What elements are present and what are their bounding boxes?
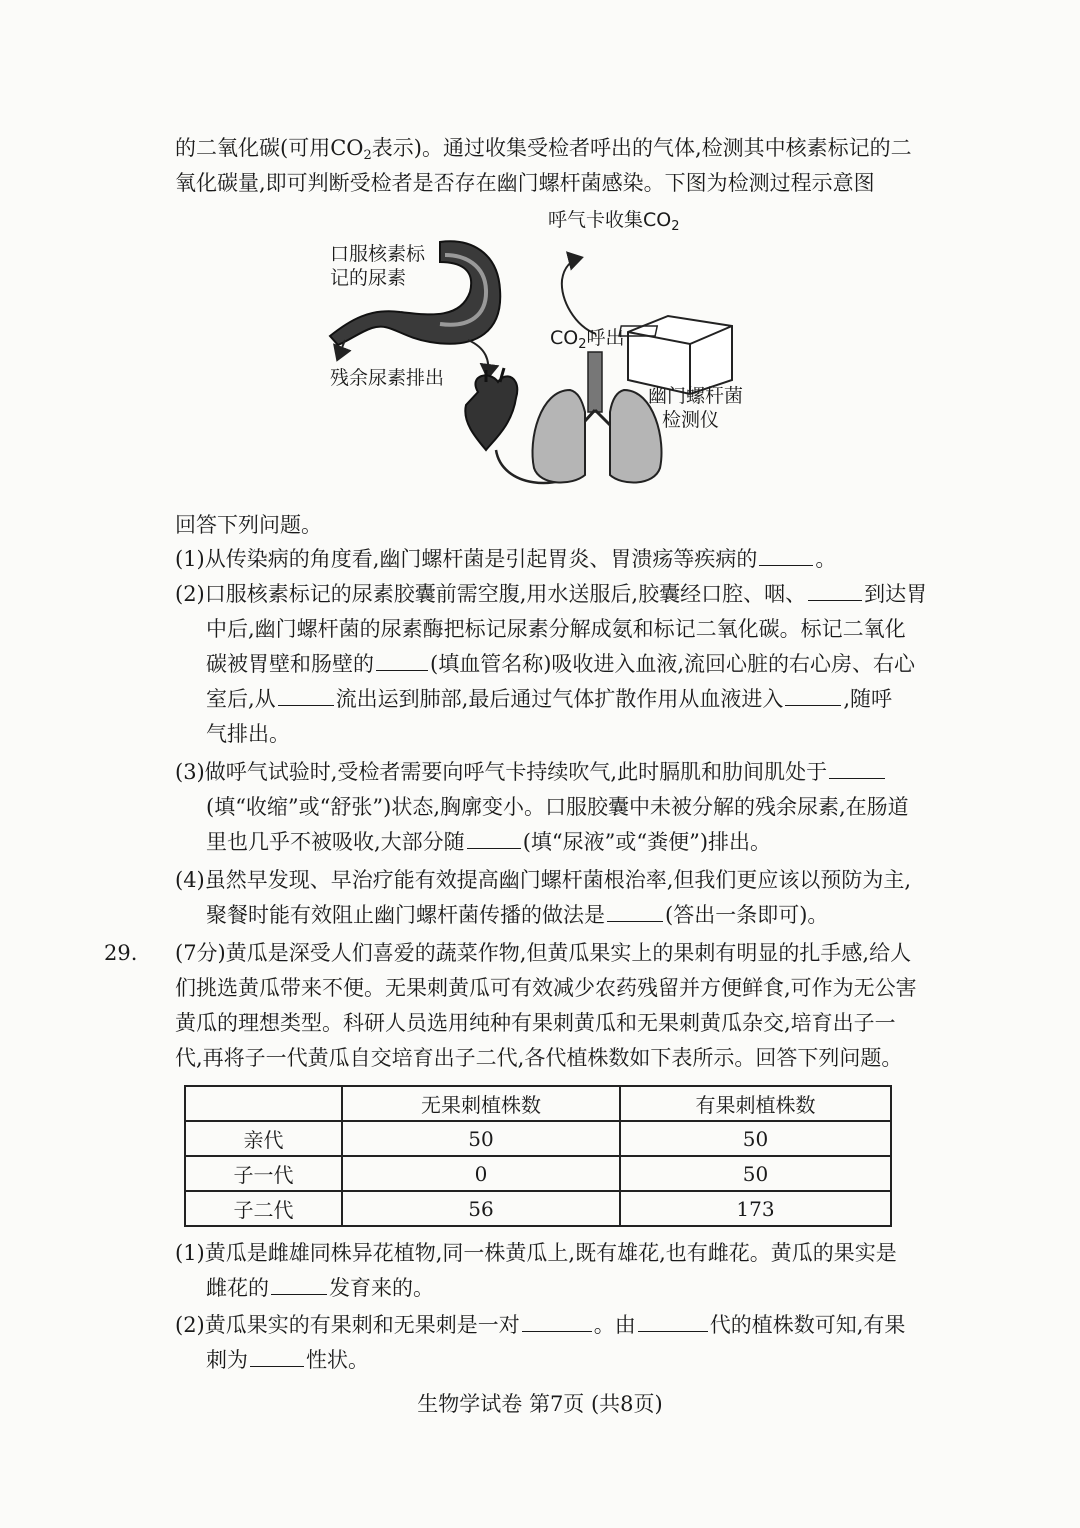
residue-label: 残余尿素排出 [330, 367, 445, 389]
q28-p2-line-4: 室后,从 流出运到肺部,最后通过气体扩散作用从血液进入 ,随呼 [206, 682, 976, 716]
table-header-row [185, 1086, 891, 1121]
detector-label-2: 检测仪 [662, 409, 720, 431]
q28-p3-line-3: 里也几乎不被吸收,大部分随 (填“尿液”或“粪便”)排出。 [206, 825, 976, 859]
q28-p2-line-5: 气排出。 [206, 722, 290, 746]
answer-blank[interactable] [467, 826, 521, 849]
q28-p3-line-2: (填“收缩”或“舒张”)状态,胸廓变小。口服胶囊中未被分解的残余尿素,在肠道 [206, 795, 909, 819]
answer-blank[interactable] [271, 1272, 327, 1295]
table-cell: 亲代 [185, 1121, 342, 1156]
exhale-label: $CO_2$呼出 [550, 327, 625, 352]
table-header-cell: 无果刺植株数 [342, 1086, 620, 1121]
q28-lead: 回答下列问题。 [175, 513, 322, 537]
answer-blank[interactable] [759, 543, 813, 566]
table-cell: 50 [620, 1156, 891, 1191]
plant-count-table [184, 1085, 892, 1227]
table-row [185, 1156, 891, 1191]
table-cell: 50 [620, 1121, 891, 1156]
q28-p2-line-3: 碳被胃壁和肠壁的 (填血管名称)吸收进入血液,流回心脏的右心房、右心 [206, 647, 976, 681]
answer-blank[interactable] [278, 683, 334, 706]
q29-p2-line-1: (2)黄瓜果实的有果刺和无果刺是一对 。由 代的植株数可知,有果 [175, 1308, 945, 1342]
table-row [185, 1121, 891, 1156]
collect-label: 呼气卡收集$CO_2$ [548, 209, 680, 234]
q28-p1: (1)从传染病的角度看,幽门螺杆菌是引起胃炎、胃溃疡等疾病的 。 [175, 542, 945, 576]
table-cell: 子二代 [185, 1191, 342, 1226]
q28-p4-line-2: 聚餐时能有效阻止幽门螺杆菌传播的做法是 (答出一条即可)。 [206, 898, 976, 932]
table-cell: 50 [342, 1121, 620, 1156]
answer-blank[interactable] [808, 578, 862, 601]
table-header-cell [185, 1086, 342, 1121]
q29-line-1: (7分)黄瓜是深受人们喜爱的蔬菜作物,但黄瓜果实上的果刺有明显的扎手感,给人 [175, 941, 912, 965]
page-footer: 生物学试卷 第7页 (共8页) [417, 1392, 663, 1416]
detector-icon [619, 316, 732, 394]
oral-label-1: 口服核素标 [330, 243, 426, 265]
q29-p1-line-1: (1)黄瓜是雌雄同株异花植物,同一株黄瓜上,既有雄花,也有雌花。黄瓜的果实是 [175, 1241, 897, 1265]
detector-label-1: 幽门螺杆菌 [648, 385, 744, 407]
table-cell: 173 [620, 1191, 891, 1226]
q29-number: 29. [104, 941, 138, 965]
q29-line-4: 代,再将子一代黄瓜自交培育出子二代,各代植株数如下表所示。回答下列问题。 [175, 1046, 903, 1070]
q29-line-2: 们挑选黄瓜带来不便。无果刺黄瓜可有效减少农药残留并方便鲜食,可作为无公害 [175, 976, 917, 1000]
table-cell: 56 [342, 1191, 620, 1226]
answer-blank[interactable] [607, 899, 663, 922]
q28-p3-line-1: (3)做呼气试验时,受检者需要向呼气卡持续吹气,此时膈肌和肋间肌处于 [175, 755, 945, 789]
table-cell: 0 [342, 1156, 620, 1191]
answer-blank[interactable] [250, 1344, 304, 1367]
table-row [185, 1191, 891, 1226]
q28-p2-line-1: (2)口服核素标记的尿素胶囊前需空腹,用水送服后,胶囊经口腔、咽、 到达胃 [175, 577, 945, 611]
diagram-svg [0, 200, 1080, 500]
heart-icon [465, 368, 517, 450]
answer-blank[interactable] [376, 648, 428, 671]
oral-label-2: 记的尿素 [330, 267, 407, 289]
exhale-arrow [562, 258, 596, 334]
answer-blank[interactable] [522, 1309, 592, 1332]
q29-p1-line-2: 雌花的 发育来的。 [206, 1271, 976, 1305]
intro-line-2: 氧化碳量,即可判断受检者是否存在幽门螺杆菌感染。下图为检测过程示意图 [175, 171, 875, 195]
table-cell: 子一代 [185, 1156, 342, 1191]
q29-line-3: 黄瓜的理想类型。科研人员选用纯种有果刺黄瓜和无果刺黄瓜杂交,培育出子一 [175, 1011, 896, 1035]
q29-p2-line-2: 刺为 性状。 [206, 1343, 976, 1377]
q28-p2-line-2: 中后,幽门螺杆菌的尿素酶把标记尿素分解成氨和标记二氧化碳。标记二氧化 [206, 617, 906, 641]
answer-blank[interactable] [829, 756, 885, 779]
intro-line-1: 的二氧化碳(可用$CO_2$表示)。通过收集受检者呼出的气体,检测其中核素标记的二 [175, 136, 912, 163]
answer-blank[interactable] [638, 1309, 708, 1332]
q28-p4-line-1: (4)虽然早发现、早治疗能有效提高幽门螺杆菌根治率,但我们更应该以预防为主, [175, 868, 912, 892]
answer-blank[interactable] [785, 683, 841, 706]
table-header-cell: 有果刺植株数 [620, 1086, 891, 1121]
